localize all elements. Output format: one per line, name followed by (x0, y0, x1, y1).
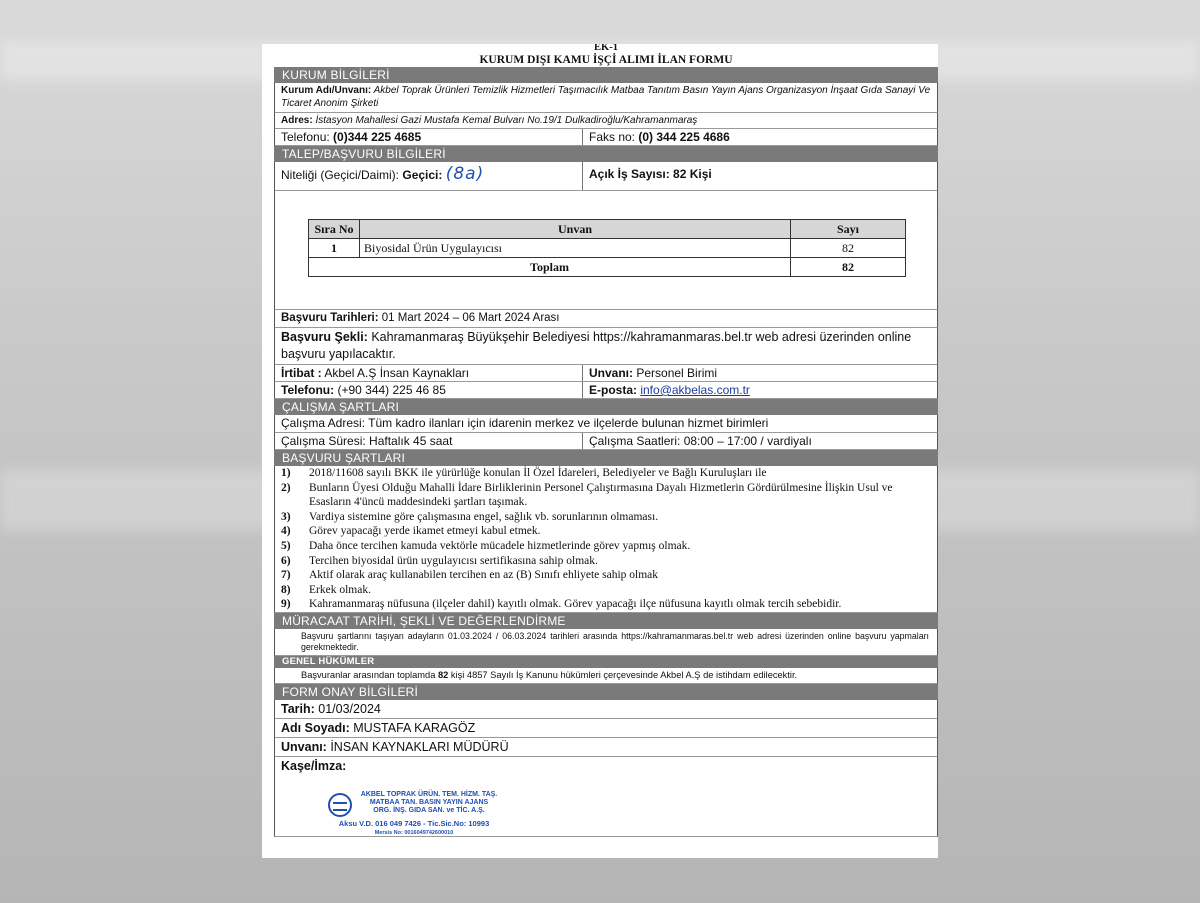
document-page (262, 44, 938, 858)
form (274, 44, 938, 837)
method-label: Başvuru Şekli: (281, 330, 368, 344)
col-sira-no: Sıra No (309, 220, 360, 239)
table-header-row (309, 220, 906, 239)
list-item: 4) Görev yapacağı yerde ikamet etmeyi kabul etmek. (281, 525, 541, 538)
handwritten-note: (8a) (445, 164, 485, 184)
section-sartlar: BAŞVURU ŞARTLARI (274, 450, 938, 466)
dates-value: 01 Mart 2024 – 06 Mart 2024 Arası (381, 312, 560, 324)
list-item: 3) Vardiya sistemine göre çalışmasına engel, sağlık vb. sorunlarının olmaması. (281, 510, 659, 523)
section-muracaat: MÜRACAAT TARİHİ, ŞEKLİ VE DEĞERLENDİRME (274, 613, 938, 629)
method-value: Kahramanmaraş Büyükşehir Belediyesi https://kahramanmaras.bel.tr web adresi üzerinden online başvuru yapılacaktır. (281, 330, 912, 361)
section-genel: GENEL HÜKÜMLER (274, 656, 938, 668)
nature-row (274, 162, 938, 191)
approval-date-label: Tarih: (281, 701, 315, 716)
list-item: 7) Aktif olarak araç kullanabilen tercihen en az (B) Sınıfı ehliyete sahip olmak (281, 569, 659, 582)
phone-label: Telefonu: (281, 130, 330, 144)
table-total-row (309, 258, 906, 277)
cell-sira: 1 (309, 239, 360, 258)
institution-name-value: Akbel Toprak Ürünleri Temizlik Hizmetleri Taşımacılık Matbaa Tanıtım Basın Yayın Ajans Organizasyon İnşaat Gıda Sanayi Ve Ticaret Anonim Şirketi (281, 85, 931, 109)
dates-label: Başvuru Tarihleri: (281, 312, 379, 324)
approval-name-row (274, 719, 938, 738)
email-label: E-posta: (589, 383, 637, 397)
total-label: Toplam (309, 258, 791, 277)
address-label: Adres: (281, 115, 313, 126)
approval-date-row (274, 700, 938, 719)
work-duration: Çalışma Süresi: Haftalık 45 saat (275, 433, 583, 449)
list-item: 5) Daha önce tercihen kamuda vektörle mücadele hizmetlerinde görev yapmış olmak. (281, 539, 691, 552)
approval-title-row (274, 738, 938, 757)
requirements-list (274, 466, 938, 613)
genel-count: 82 (437, 669, 449, 680)
contact-phone-label: Telefonu: (281, 383, 335, 397)
stamp-label: Kaşe/İmza: (281, 758, 347, 773)
contact-value: Akbel A.Ş İnsan Kaynakları (324, 366, 470, 380)
section-talep: TALEP/BAŞVURU BİLGİLERİ (274, 146, 938, 162)
address-value: İstasyon Mahallesi Gazi Mustafa Kemal Bulvarı No.19/1 Dulkadiroğlu/Kahramanmaraş (315, 115, 698, 126)
section-onay: FORM ONAY BİLGİLERİ (274, 684, 938, 700)
approval-name-value: MUSTAFA KARAGÖZ (353, 720, 476, 735)
total-value: 82 (791, 258, 906, 277)
nature-value: Geçici: (402, 168, 443, 182)
genel-text: Başvuranlar arasından toplamda 82 kişi 4857 Sayılı İş Kanunu hükümleri çerçevesinde Akbel A.Ş de istihdam edilecektir. (274, 668, 938, 684)
positions-table-area (274, 191, 938, 310)
cell-sayi: 82 (791, 239, 906, 258)
contact-phone-email-row (274, 382, 938, 399)
approval-title-value: İNSAN KAYNAKLARI MÜDÜRÜ (330, 739, 509, 754)
work-time-row (274, 433, 938, 450)
list-item: 2) Bunların Üyesi Olduğu Mahalli İdare Birliklerinin Personel Çalıştırmasına Dayalı Hizmetlerin Gördürülmesine İlişkin Usul ve Esasların 4'üncü maddesindeki şartları taşımak. (281, 481, 893, 509)
list-item: 1) 2018/11608 sayılı BKK ile yürürlüğe konulan İl Özel İdareleri, Belediyeler ve Bağlı Kuruluşları ile (281, 467, 767, 479)
fax-label: Faks no: (589, 130, 636, 144)
email-link[interactable]: info@akbelas.com.tr (640, 383, 750, 397)
contact-label: İrtibat : (281, 366, 322, 380)
muracaat-text: Başvuru şartlarını taşıyan adayların 01.03.2024 / 06.03.2024 tarihleri arasında https://kahramanmaras.bel.tr web adresi üzerinden online başvuru yapmaları gerekmektedir. (274, 629, 938, 656)
work-address: Çalışma Adresi: Tüm kadro ilanları için idarenin merkez ve ilçelerde bulunan hizmet birimleri (274, 415, 938, 433)
phone-fax-row (274, 129, 938, 146)
approval-date-value: 01/03/2024 (318, 701, 381, 716)
application-method-row (274, 328, 938, 365)
company-logo-icon (328, 793, 352, 817)
section-calisma: ÇALIŞMA ŞARTLARI (274, 399, 938, 415)
col-sayi: Sayı (791, 220, 906, 239)
positions-table (308, 219, 906, 277)
phone-value: (0)344 225 4685 (333, 130, 422, 144)
table-row (309, 239, 906, 258)
form-title: KURUM DIŞI KAMU İŞÇİ ALIMI İLAN FORMU (479, 54, 733, 66)
institution-name-row (274, 83, 938, 113)
cell-unvan: Biyosidal Ürün Uygulayıcısı (360, 239, 791, 258)
approval-title-label: Unvanı: (281, 739, 327, 754)
list-item: 8) Erkek olmak. (281, 583, 371, 596)
address-row (274, 113, 938, 129)
list-item: 9) Kahramanmaraş nüfusuna (ilçeler dahil) kayıtlı olmak. Görev yapacağı ilçe nüfusuna kayıtlı olmak tercih sebebidir. (281, 598, 842, 611)
contact-row (274, 365, 938, 382)
list-item: 6) Tercihen biyosidal ürün uygulayıcısı sertifikasına sahip olmak. (281, 554, 598, 567)
open-jobs: Açık İş Sayısı: 82 Kişi (589, 167, 712, 181)
company-stamp: AKBEL TOPRAK ÜRÜN. TEM. HİZM. TAŞ. MATBAA TAN. BASIN YAYIN AJANS ORG. İNŞ. GIDA SAN. ve TİC. A.Ş. Aksu V.D. 016 049 7426 - Tic.Sic.No: 10993 Mersis No: 0016049742600010 (324, 787, 504, 857)
section-kurum: KURUM BİLGİLERİ (274, 67, 938, 83)
nature-label: Niteliği (Geçici/Daimi): (281, 168, 400, 182)
annex-label: EK-1 (594, 44, 618, 53)
contact-title-value: Personel Birimi (636, 366, 718, 380)
application-dates-row (274, 310, 938, 328)
work-hours: Çalışma Saatleri: 08:00 – 17:00 / vardiyalı (589, 434, 812, 448)
institution-name-label: Kurum Adı/Unvanı: (281, 85, 372, 96)
fax-value: (0) 344 225 4686 (638, 130, 730, 144)
contact-phone-value: (+90 344) 225 46 85 (337, 383, 446, 397)
approval-name-label: Adı Soyadı: (281, 720, 350, 735)
col-unvan: Unvan (360, 220, 791, 239)
contact-title-label: Unvanı: (589, 366, 634, 380)
